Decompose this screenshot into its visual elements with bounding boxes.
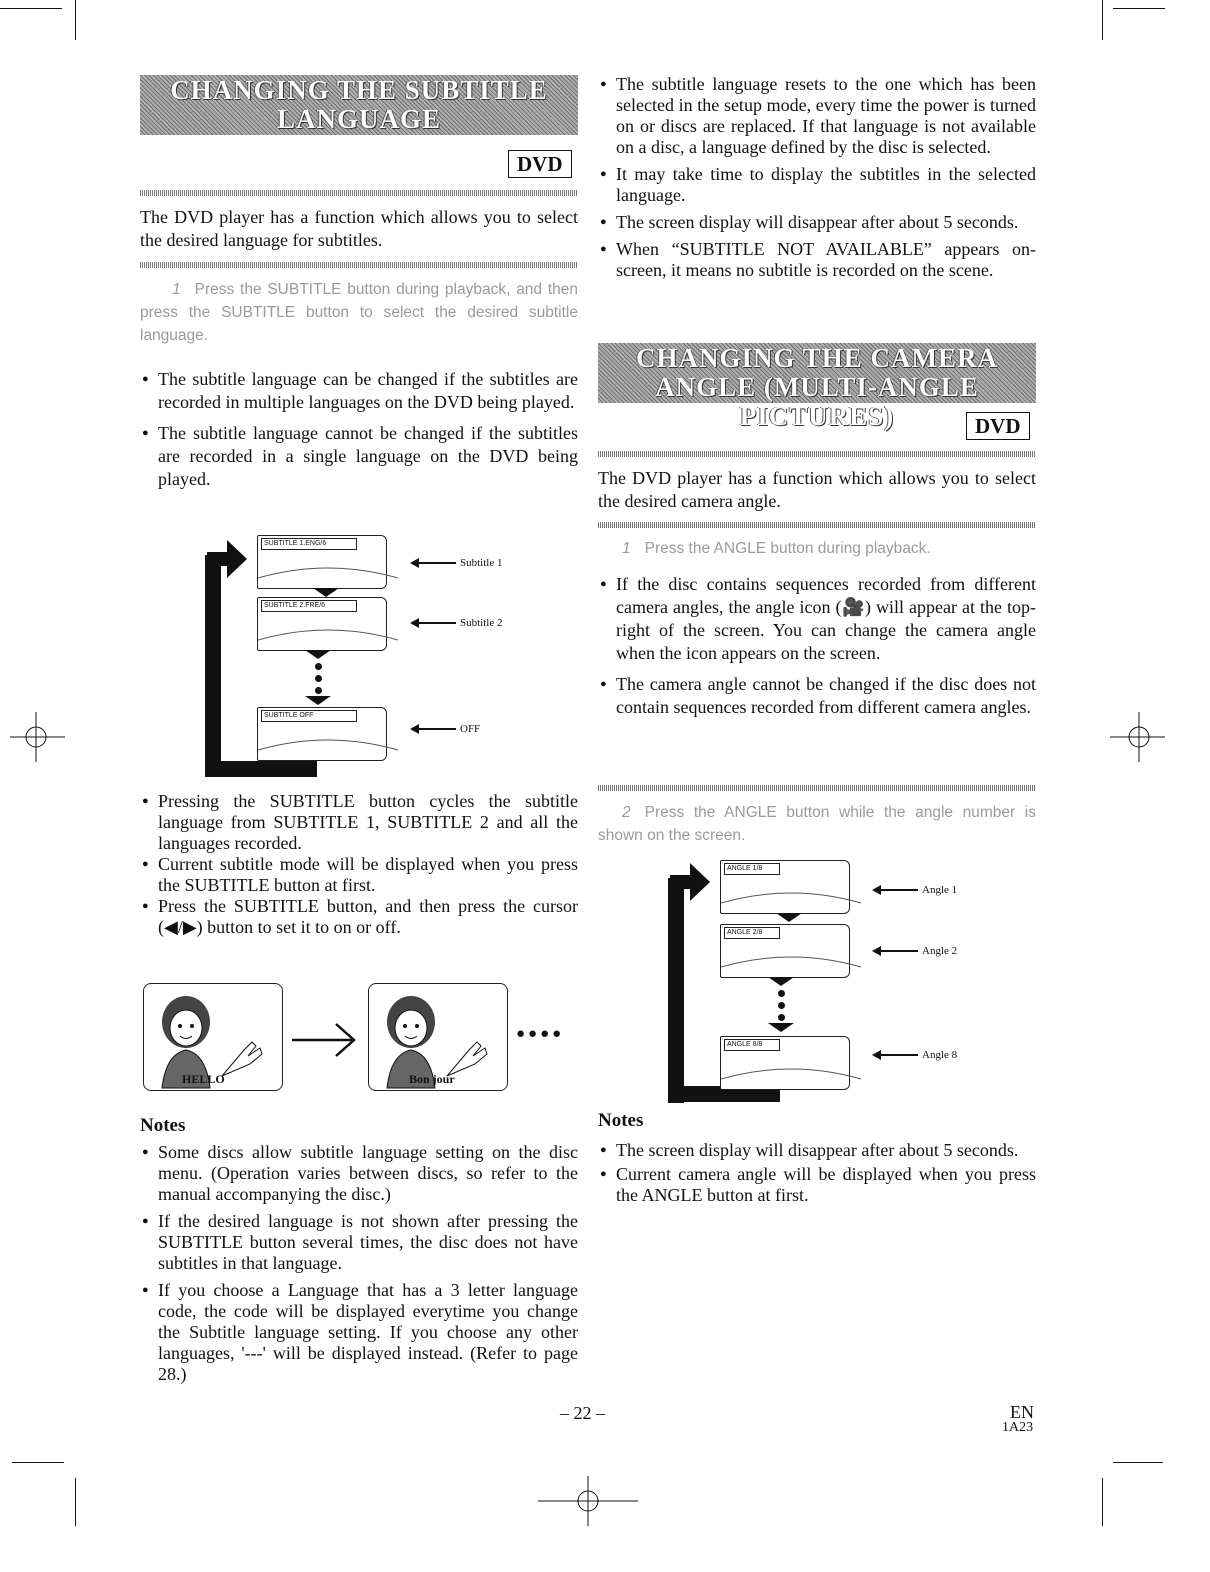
notes-heading: Notes [598, 1110, 644, 1131]
note-item: ● Some discs allow subtitle language setting on the disc menu. (Operation varies between discs, so refer to the manual accompanying the disc.) [140, 1142, 578, 1205]
left-arrow-icon [410, 558, 456, 568]
down-arrow [768, 977, 794, 986]
step-text: Press the ANGLE button while the angle number is shown on the screen. [598, 804, 1036, 844]
cycle-bar-vertical [668, 878, 684, 1103]
bullet-list [140, 791, 578, 938]
bullet-item: ● The subtitle language can be changed if the subtitles are recorded in multiple languages on the DVD being played. [140, 368, 578, 414]
bullet-item: ● When “SUBTITLE NOT AVAILABLE” appears on-screen, it means no subtitle is recorded on the scene. [598, 239, 1036, 281]
picture-caption: Bon jour [409, 1072, 455, 1086]
bullet-list [140, 368, 578, 499]
registration-mark-left [10, 712, 65, 762]
callout-label: Subtitle 1 [460, 557, 503, 569]
step-text: Press the SUBTITLE button during playback, and then press the SUBTITLE button to select the desired subtitle language. [140, 281, 578, 344]
note-item: ● If the desired language is not shown after pressing the SUBTITLE button several times, the disc does not have subtitles in that language. [140, 1211, 578, 1274]
bullet-item: ● If the disc contains sequences recorded from different camera angles, the angle icon (🎥) will appear at the top-right of the screen. You can change the camera angle when the icon appears on the screen. [598, 573, 1036, 665]
page-number: – 22 – [560, 1403, 605, 1423]
callout-label: Angle 8 [922, 1049, 958, 1061]
callout-label: Angle 1 [922, 884, 958, 896]
section-title-subtitle [140, 75, 578, 135]
picture-hello [143, 983, 283, 1091]
continuation-dots: ●●●● [516, 1026, 565, 1042]
section-title-line2: ANGLE (MULTI-ANGLE PICTURES) [655, 372, 979, 431]
down-arrow [305, 696, 331, 705]
left-arrow-icon [872, 885, 918, 895]
down-arrow [313, 588, 339, 597]
divider [598, 451, 1036, 457]
bullet-item: ● The screen display will disappear after about 5 seconds. [598, 212, 1036, 233]
left-arrow-icon [872, 946, 918, 956]
crop-mark [0, 8, 62, 9]
notes-list [140, 1142, 578, 1385]
screen-angle-1 [720, 860, 850, 914]
step-number: 1 [622, 540, 631, 557]
bullet-item: ● The subtitle language cannot be changed if the subtitles are recorded in a single language on the DVD being played. [140, 422, 578, 491]
language-code: EN [1010, 1402, 1034, 1422]
callout-angle-8 [872, 1049, 957, 1061]
screen-label: SUBTITLE 1.ENG/6 [261, 538, 357, 550]
callout-angle-2 [872, 945, 957, 957]
bullet-list [598, 573, 1036, 727]
picture-bonjour [368, 983, 508, 1091]
registration-mark-right [1110, 712, 1165, 762]
bullet-list [598, 74, 1036, 281]
ellipsis-dot [315, 663, 322, 670]
section-title-line2: LANGUAGE [276, 104, 441, 134]
down-arrow [776, 913, 802, 922]
screen-label: SUBTITLE 2.FRE/6 [261, 600, 357, 612]
step-number: 1 [172, 281, 181, 298]
notes-heading: Notes [140, 1115, 186, 1136]
step-2 [598, 801, 1036, 847]
crop-mark [75, 1478, 76, 1526]
crop-mark [1102, 1478, 1103, 1526]
document-code: 1A23 [1002, 1420, 1034, 1435]
note-item: ● The screen display will disappear after about 5 seconds. [598, 1140, 1036, 1161]
bullet-item: ● Press the SUBTITLE button, and then press the cursor (◀/▶) button to set it to on or off. [140, 896, 578, 938]
screen-angle-2 [720, 924, 850, 978]
notes-list [598, 1140, 1036, 1206]
left-arrow-icon [872, 1050, 918, 1060]
divider [140, 190, 578, 196]
callout-label: OFF [460, 723, 481, 735]
callout-off [410, 723, 480, 735]
divider [140, 262, 578, 268]
ellipsis-dot [778, 990, 785, 997]
intro-text: The DVD player has a function which allows you to select the desired language for subtitles. [140, 207, 578, 250]
ellipsis-dot [315, 675, 322, 682]
screen-subtitle-off [257, 707, 387, 761]
picture-caption: HELLO [182, 1072, 225, 1086]
screen-subtitle-1 [257, 535, 387, 589]
screen-label: SUBTITLE OFF [261, 710, 357, 722]
callout-angle-1 [872, 884, 957, 896]
subtitle-cycle-diagram [205, 535, 525, 780]
cycle-bar-vertical [205, 555, 221, 777]
section-title-line1: CHANGING THE SUBTITLE [170, 75, 548, 105]
callout-subtitle-1 [410, 557, 502, 569]
bullet-item: ● The subtitle language resets to the one which has been selected in the setup mode, every time the power is turned on or discs are replaced. If that language is not available on a disc, a language defined by the disc is selected. [598, 74, 1036, 158]
step-number: 2 [622, 804, 631, 821]
bullet-item: ● Pressing the SUBTITLE button cycles the subtitle language from SUBTITLE 1, SUBTITLE 2 and all the languages recorded. [140, 791, 578, 854]
step-1 [598, 537, 1036, 560]
intro-text: The DVD player has a function which allows you to select the desired camera angle. [598, 468, 1036, 511]
registration-mark-bottom [538, 1476, 638, 1526]
bullet-item: ● It may take time to display the subtitles in the selected language. [598, 164, 1036, 206]
screen-label: ANGLE 8/8 [724, 1039, 780, 1051]
step-text: Press the ANGLE button during playback. [644, 540, 931, 557]
cycle-arrow-head [670, 858, 716, 904]
left-arrow-icon [410, 724, 456, 734]
crop-mark [75, 0, 76, 40]
ellipsis-dot [778, 1014, 785, 1021]
crop-mark [1102, 0, 1103, 40]
crop-mark [1113, 1462, 1163, 1463]
right-arrow-icon [292, 1020, 360, 1060]
screen-label: ANGLE 2/8 [724, 927, 780, 939]
screen-angle-8 [720, 1036, 850, 1090]
bullet-item: ● Current subtitle mode will be displayed when you press the SUBTITLE button at first. [140, 854, 578, 896]
dvd-badge: DVD [966, 412, 1030, 440]
down-arrow [768, 1023, 794, 1032]
dvd-badge: DVD [508, 150, 572, 178]
crop-mark [12, 1462, 64, 1463]
left-arrow-icon [410, 618, 456, 628]
note-item: ● If you choose a Language that has a 3 letter language code, the code will be displayed everytime you change the Subtitle language setting. If you choose any other languages, '---' will be displayed instead. (Refer to page 28.) [140, 1280, 578, 1385]
crop-mark [1113, 8, 1165, 9]
down-arrow [305, 650, 331, 659]
ellipsis-dot [315, 687, 322, 694]
note-item: ● Current camera angle will be displayed when you press the ANGLE button at first. [598, 1164, 1036, 1206]
callout-subtitle-2 [410, 617, 502, 629]
screen-label: ANGLE 1/8 [724, 863, 780, 875]
divider [598, 785, 1036, 791]
divider [598, 522, 1036, 528]
callout-label: Subtitle 2 [460, 617, 503, 629]
angle-cycle-diagram [668, 858, 988, 1103]
bullet-item: ● The camera angle cannot be changed if the disc does not contain sequences recorded from different camera angles. [598, 673, 1036, 719]
step-1 [140, 278, 578, 347]
section-title-line1: CHANGING THE CAMERA [635, 343, 999, 373]
ellipsis-dot [778, 1002, 785, 1009]
cycle-arrow-head [207, 535, 253, 581]
screen-subtitle-2 [257, 597, 387, 651]
callout-label: Angle 2 [922, 945, 958, 957]
